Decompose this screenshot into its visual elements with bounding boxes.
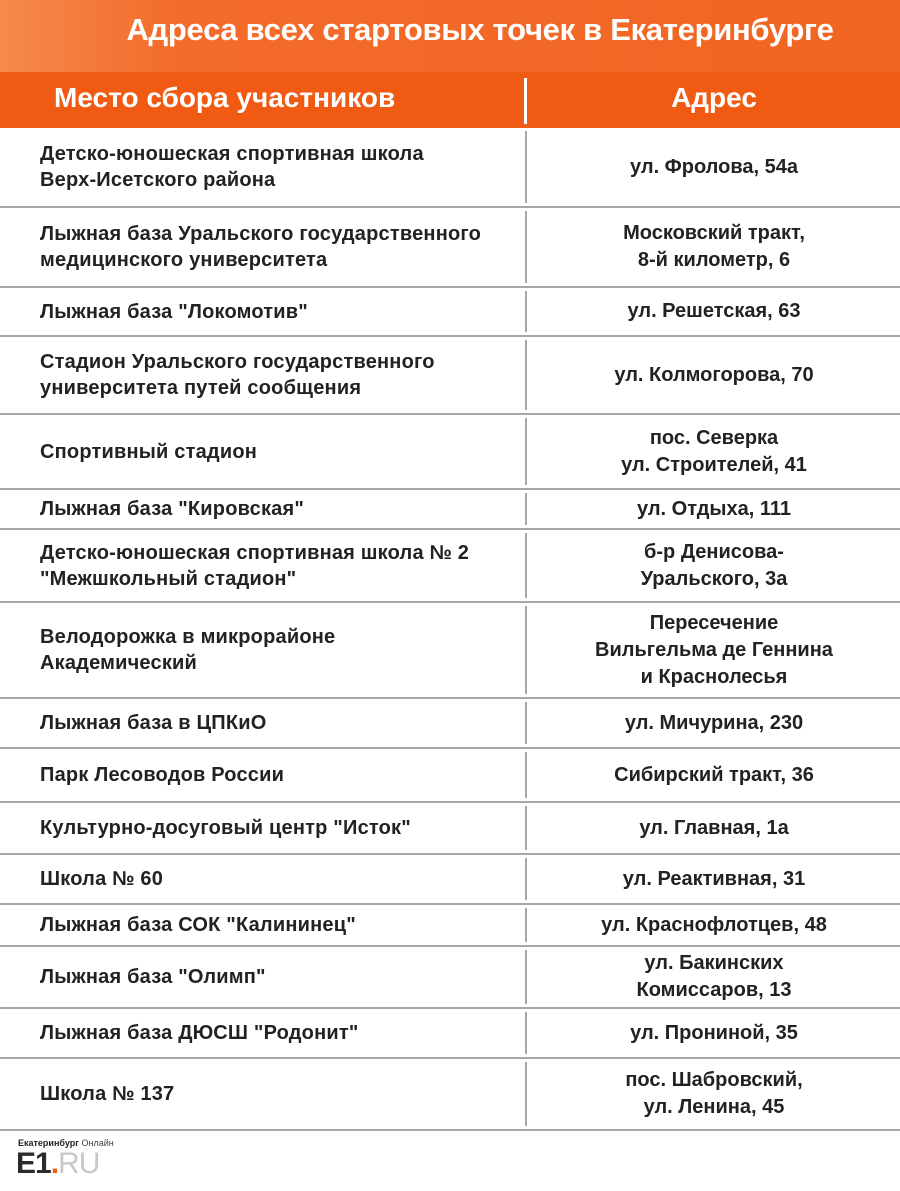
place-cell: Лыжная база Уральского государственного медицинского университета xyxy=(40,223,482,271)
address-cell: ул. Главная, 1а xyxy=(639,816,789,839)
header-address: Адрес xyxy=(671,82,757,113)
place-cell: Лыжная база в ЦПКиО xyxy=(40,712,267,734)
logo-ru: RU xyxy=(58,1147,100,1180)
place-cell: Лыжная база "Локомотив" xyxy=(40,300,308,323)
header-place: Место сбора участников xyxy=(54,82,396,113)
address-cell: ул. Отдыха, 111 xyxy=(636,497,792,520)
table-row xyxy=(0,490,900,530)
place-cell: Парк Лесоводов России xyxy=(40,764,285,786)
address-cell: ул. Бакинских Комиссаров, 13 xyxy=(636,952,792,1001)
place-cell: Лыжная база "Олимп" xyxy=(40,966,266,988)
table-row xyxy=(0,1009,900,1059)
place-cell: Лыжная база СОК "Калининец" xyxy=(40,914,356,936)
table-row xyxy=(0,905,900,947)
table-row xyxy=(0,947,900,1009)
address-cell: ул. Краснофлотцев, 48 xyxy=(601,913,827,936)
address-cell: Московский тракт, 8-й километр, 6 xyxy=(623,222,805,271)
address-cell: ул. Колмогорова, 70 xyxy=(614,363,814,386)
address-cell: пос. Северка ул. Строителей, 41 xyxy=(621,426,807,476)
table-row xyxy=(0,855,900,905)
address-cell: ул. Решетская, 63 xyxy=(627,300,801,322)
table-row xyxy=(0,208,900,288)
place-cell: Школа № 60 xyxy=(40,868,164,890)
place-cell: Детско-юношеская спортивная школа Верх-Исетского района xyxy=(40,143,424,191)
address-cell: Пересечение Вильгельма де Геннина и Краснолесья xyxy=(595,611,833,688)
table-row xyxy=(0,803,900,855)
place-cell: Детско-юношеская спортивная школа № 2 "Межшкольный стадион" xyxy=(40,541,470,590)
table-row xyxy=(0,603,900,699)
place-cell: Лыжная база "Кировская" xyxy=(40,498,305,520)
title-bar xyxy=(0,0,900,72)
place-cell: Лыжная база ДЮСШ "Родонит" xyxy=(40,1022,359,1044)
address-cell: ул. Мичурина, 230 xyxy=(624,711,804,734)
place-cell: Школа № 137 xyxy=(40,1083,175,1105)
e1-logo[interactable] xyxy=(14,1136,154,1182)
table-row xyxy=(0,337,900,415)
table-row xyxy=(0,530,900,603)
page-title: Адреса всех стартовых точек в Екатеринбурге xyxy=(126,12,834,47)
table-row xyxy=(0,699,900,749)
table-header xyxy=(0,72,900,128)
logo-e1: E1 xyxy=(16,1147,51,1180)
table-row xyxy=(0,415,900,490)
address-cell: Сибирский тракт, 36 xyxy=(614,763,814,786)
table-row xyxy=(0,1059,900,1131)
logo-tagline-online: Онлайн xyxy=(81,1138,114,1148)
address-cell: б-р Денисова- Уральского, 3а xyxy=(640,540,788,590)
logo-dot: . xyxy=(50,1147,59,1180)
address-cell: ул. Реактивная, 31 xyxy=(622,867,806,890)
place-cell: Культурно-досуговый центр "Исток" xyxy=(40,817,411,839)
place-cell: Спортивный стадион xyxy=(40,440,258,463)
header-divider xyxy=(524,78,527,124)
table-row xyxy=(0,749,900,803)
address-cell: пос. Шабровский, ул. Ленина, 45 xyxy=(625,1069,803,1118)
logo-wordmark xyxy=(16,1148,99,1180)
logo-tagline-city: Екатеринбург xyxy=(18,1138,79,1148)
table-row xyxy=(0,288,900,337)
place-cell: Стадион Уральского государственного университета путей сообщения xyxy=(40,351,435,399)
address-cell: ул. Фролова, 54а xyxy=(630,155,798,178)
address-cell: ул. Прониной, 35 xyxy=(630,1021,798,1044)
table-row xyxy=(0,128,900,208)
place-cell: Велодорожка в микрорайоне Академический xyxy=(40,626,336,674)
